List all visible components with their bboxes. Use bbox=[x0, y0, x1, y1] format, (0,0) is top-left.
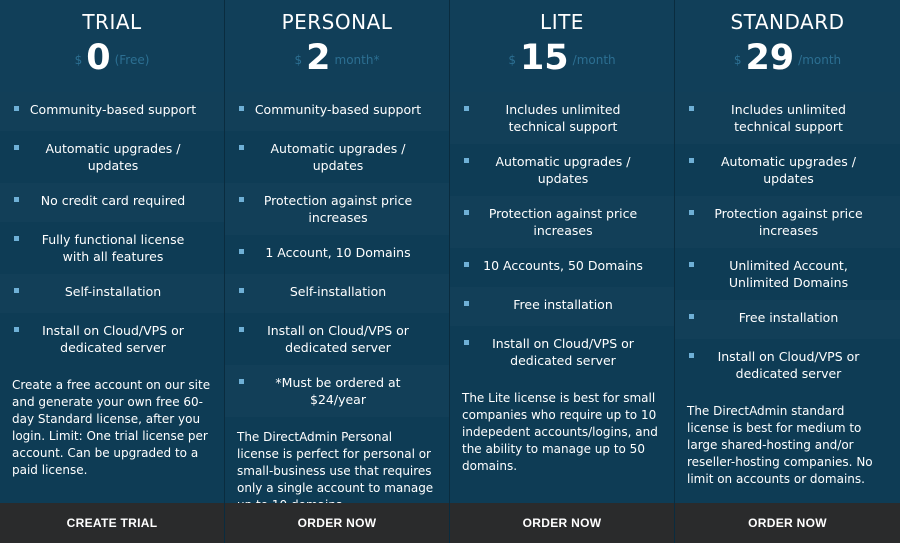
feature-item bbox=[675, 248, 900, 300]
feature-list bbox=[0, 92, 224, 365]
feature-label: Automatic upgrades / updates bbox=[270, 141, 406, 173]
feature-item bbox=[225, 365, 449, 417]
price-amount: 0 bbox=[86, 38, 111, 78]
bullet-icon bbox=[239, 327, 244, 332]
order-now-button[interactable]: ORDER NOW bbox=[225, 503, 449, 543]
plan-header bbox=[0, 0, 224, 92]
feature-item bbox=[0, 222, 224, 274]
plan-header bbox=[450, 0, 674, 92]
price-amount: 15 bbox=[519, 38, 569, 78]
bullet-icon bbox=[464, 210, 469, 215]
feature-item bbox=[450, 326, 674, 378]
feature-item bbox=[450, 92, 674, 144]
bullet-icon bbox=[239, 106, 244, 111]
price-amount: 2 bbox=[306, 38, 331, 78]
bullet-icon bbox=[14, 288, 19, 293]
feature-label: Fully functional license with all features bbox=[41, 232, 185, 264]
feature-label: Protection against price increases bbox=[488, 206, 638, 238]
plan-title: PERSONAL bbox=[281, 10, 393, 34]
plan-description: The DirectAdmin Personal license is perfect for personal or small-business use that requires only a single account to manage bbox=[237, 430, 434, 495]
bullet-icon bbox=[239, 145, 244, 150]
bullet-icon bbox=[239, 197, 244, 202]
feature-item bbox=[0, 183, 224, 222]
feature-label: Free installation bbox=[513, 297, 613, 312]
bullet-icon bbox=[464, 262, 469, 267]
plan-description: The Lite license is best for small companies who require up to 10 indepedent accounts/logins, and the ability to manage up to 50 domains. bbox=[462, 391, 658, 473]
feature-item bbox=[0, 131, 224, 183]
price-period: month* bbox=[334, 53, 380, 67]
plan-title: STANDARD bbox=[730, 10, 845, 34]
bullet-icon bbox=[14, 145, 19, 150]
bullet-icon bbox=[464, 106, 469, 111]
feature-label: 10 Accounts, 50 Domains bbox=[483, 258, 643, 273]
feature-item bbox=[0, 92, 224, 131]
bullet-icon bbox=[689, 353, 694, 358]
currency-symbol: $ bbox=[74, 53, 83, 67]
feature-label: Community-based support bbox=[29, 102, 197, 117]
plan-price bbox=[225, 38, 449, 78]
bullet-icon bbox=[464, 301, 469, 306]
feature-item bbox=[0, 274, 224, 313]
feature-label: Install on Cloud/VPS or dedicated server bbox=[717, 349, 860, 381]
feature-item bbox=[675, 196, 900, 248]
bullet-icon bbox=[14, 327, 19, 332]
plan-description: Create a free account on our site and generate your own free 60-day Standard license, after you login. Limit: One trial license per account. Can be upgraded to a paid license. bbox=[12, 378, 211, 477]
currency-symbol: $ bbox=[733, 53, 742, 67]
plan-lite bbox=[450, 0, 675, 543]
bullet-icon bbox=[14, 236, 19, 241]
feature-list bbox=[450, 92, 674, 378]
feature-item bbox=[225, 235, 449, 274]
feature-item bbox=[450, 248, 674, 287]
feature-item bbox=[675, 92, 900, 144]
plan-price bbox=[675, 38, 900, 78]
bullet-icon bbox=[239, 379, 244, 384]
bullet-icon bbox=[14, 197, 19, 202]
feature-label: Includes unlimited technical support bbox=[505, 102, 621, 134]
feature-label: No credit card required bbox=[40, 193, 186, 208]
plan-price bbox=[0, 38, 224, 78]
bullet-icon bbox=[689, 314, 694, 319]
feature-item bbox=[450, 196, 674, 248]
feature-list bbox=[675, 92, 900, 391]
feature-label: Self-installation bbox=[64, 284, 162, 299]
feature-list bbox=[225, 92, 449, 417]
bullet-icon bbox=[689, 158, 694, 163]
bullet-icon bbox=[689, 106, 694, 111]
feature-item bbox=[225, 92, 449, 131]
bullet-icon bbox=[464, 158, 469, 163]
plan-standard bbox=[675, 0, 900, 543]
feature-item bbox=[450, 144, 674, 196]
feature-label: Install on Cloud/VPS or dedicated server bbox=[492, 336, 634, 368]
plan-price bbox=[450, 38, 674, 78]
order-now-button[interactable]: ORDER NOW bbox=[675, 503, 900, 543]
create-trial-button[interactable]: CREATE TRIAL bbox=[0, 503, 224, 543]
feature-label: Protection against price increases bbox=[263, 193, 413, 225]
bullet-icon bbox=[689, 262, 694, 267]
feature-label: Community-based support bbox=[254, 102, 422, 117]
currency-symbol: $ bbox=[508, 53, 516, 67]
feature-label: Install on Cloud/VPS or dedicated server bbox=[42, 323, 184, 355]
bullet-icon bbox=[464, 340, 469, 345]
feature-item bbox=[225, 313, 449, 365]
plan-trial bbox=[0, 0, 225, 543]
feature-item bbox=[225, 183, 449, 235]
feature-item bbox=[450, 287, 674, 326]
plan-title: TRIAL bbox=[82, 10, 142, 34]
feature-label: Automatic upgrades / updates bbox=[45, 141, 181, 173]
price-period: (Free) bbox=[114, 53, 150, 67]
bullet-icon bbox=[689, 210, 694, 215]
feature-label: Unlimited Account, Unlimited Domains bbox=[728, 258, 849, 290]
feature-label: Protection against price increases bbox=[714, 206, 863, 238]
feature-label: Install on Cloud/VPS or dedicated server bbox=[267, 323, 409, 355]
feature-label: 1 Account, 10 Domains bbox=[265, 245, 411, 260]
plan-personal bbox=[225, 0, 450, 543]
feature-label: Includes unlimited technical support bbox=[731, 102, 846, 134]
feature-item bbox=[0, 313, 224, 365]
feature-label: Automatic upgrades / updates bbox=[495, 154, 631, 186]
feature-item bbox=[225, 274, 449, 313]
feature-label: Free installation bbox=[738, 310, 839, 325]
bullet-icon bbox=[14, 106, 19, 111]
feature-label: Automatic upgrades / updates bbox=[721, 154, 856, 186]
order-now-button[interactable]: ORDER NOW bbox=[450, 503, 674, 543]
feature-label: Self-installation bbox=[289, 284, 387, 299]
plan-header bbox=[675, 0, 900, 92]
price-period: /month bbox=[572, 53, 616, 67]
feature-item bbox=[675, 300, 900, 339]
feature-item bbox=[225, 131, 449, 183]
price-amount: 29 bbox=[745, 38, 795, 78]
bullet-icon bbox=[239, 288, 244, 293]
feature-item bbox=[675, 339, 900, 391]
plan-description: The DirectAdmin standard license is best for medium to large shared-hosting and/or reseller-hosting companies. No limit on accounts or domains. bbox=[687, 404, 873, 486]
price-period: /month bbox=[798, 53, 842, 67]
feature-item bbox=[675, 144, 900, 196]
plan-header bbox=[225, 0, 449, 92]
feature-label: *Must be ordered at $24/year bbox=[275, 375, 401, 407]
currency-symbol: $ bbox=[294, 53, 303, 67]
plan-title: LITE bbox=[540, 10, 584, 34]
bullet-icon bbox=[239, 249, 244, 254]
